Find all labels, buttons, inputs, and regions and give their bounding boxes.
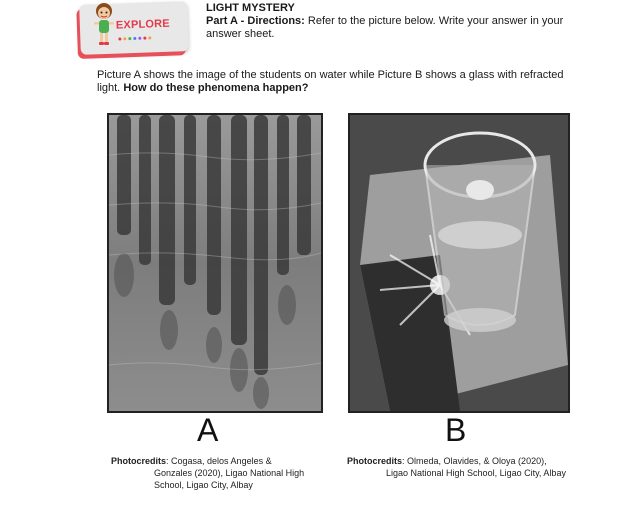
badge-dot [138,37,141,40]
picture-a-label: A [197,412,219,448]
picture-b-credit [347,455,583,479]
badge-dot [118,37,121,40]
part-label: Part A - [206,15,245,27]
directions-text: Refer to the picture below. Write your answer in your answer sheet. [206,15,564,40]
intro-question: How do these phenomena happen? [123,82,309,94]
picture-b-photo [348,113,570,413]
explore-label: EXPLORE [115,17,171,32]
water-reflection-image [109,115,321,411]
directions-label: Directions: [247,15,305,27]
badge-dot [143,37,146,40]
badge-dot [133,37,136,40]
picture-b-label: B [445,412,467,448]
badge-dot [148,36,151,39]
badge-dot [123,37,126,40]
credit-line: Ligao National High School, Ligao City, Albay [386,468,566,478]
directions [206,15,576,41]
glass-refraction-image [350,115,568,411]
credit-line: Gonzales (2020), Ligao National High School, Ligao City, Albay [154,468,305,490]
badge-dot [128,37,131,40]
girl-mascot-icon [90,0,118,48]
photocredits-label: Photocredits [347,456,403,466]
badge-dots [118,36,151,40]
intro-text: Picture A shows the image of the students on water while Picture B shows a glass with refracted light. [97,69,564,94]
credit-line: : Cogasa, delos Angeles & [166,456,272,466]
activity-title: LIGHT MYSTERY [206,2,295,14]
credit-line: : Olmeda, Olavides, & Oloya (2020), [402,456,547,466]
photocredits-label: Photocredits [111,456,167,466]
picture-a-photo [107,113,323,413]
intro-paragraph [97,69,577,95]
picture-a-credit [111,455,323,491]
